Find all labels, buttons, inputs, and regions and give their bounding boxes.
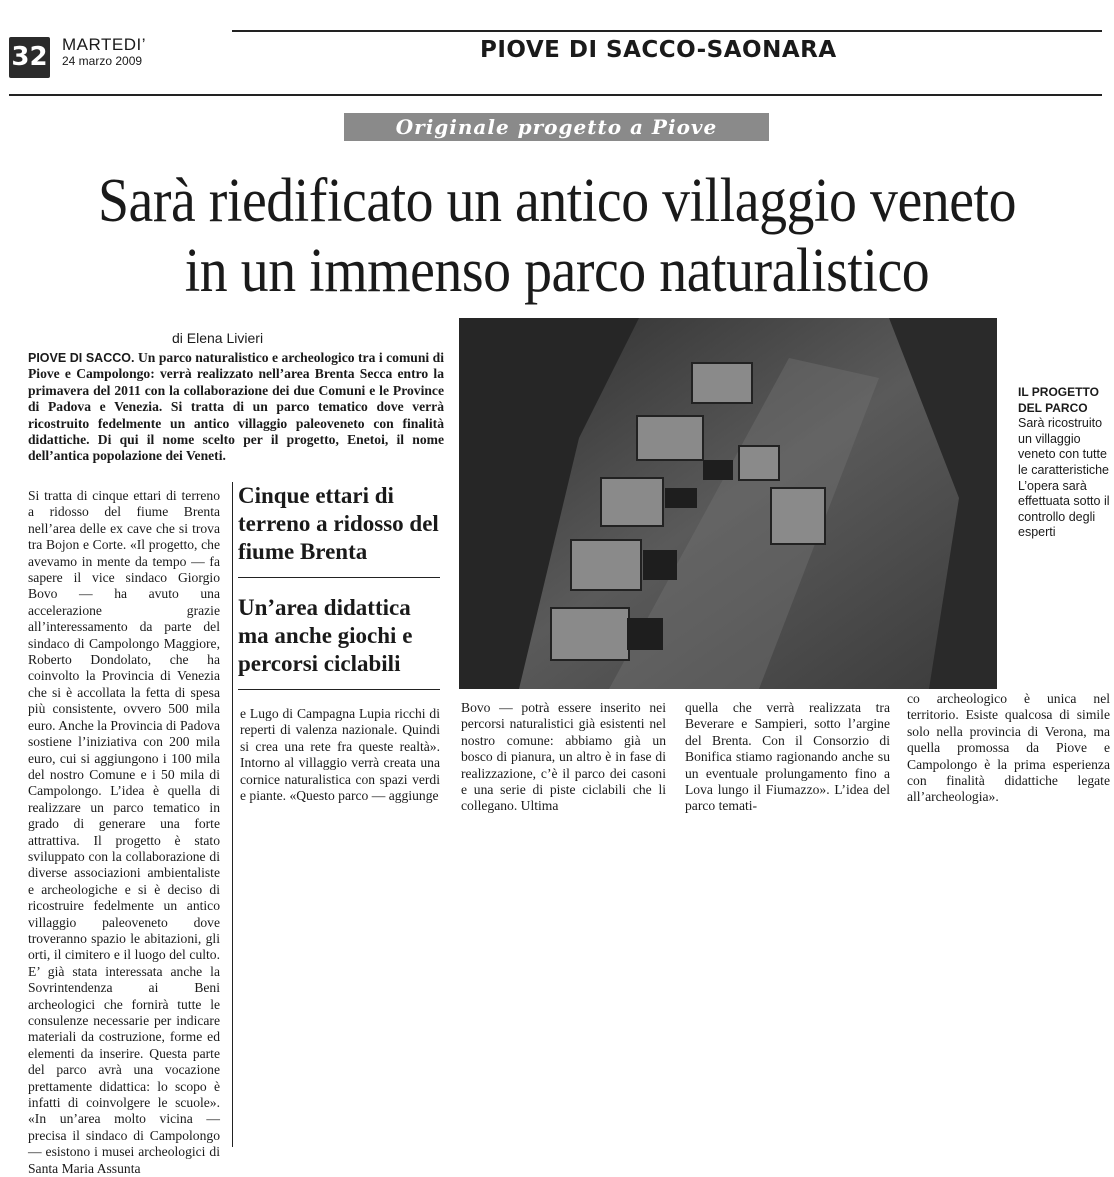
lead-text: Un parco naturalistico e archeologico tra i comuni di Piove e Campolongo: verrà realizzato nell’area Brenta Secca entro la primavera del 2011 con la collaborazione dei due Comuni e le Province di Padova e Venezia. Si tratta di un parco tematico dove verrà ricostruito fedelmente un antico villaggio paleoveneto con finalità didattiche. Di qui il nome scelto per il progetto, Enetoi, il nome dell’antica popolazione dei Veneti. bbox=[28, 350, 444, 464]
village-photo-graphic bbox=[459, 318, 997, 689]
body-column-1: Si tratta di cinque ettari di terreno a ridosso del fiume Brenta nell’area delle ex cave che si trova tra Bojon e Corte. «Il progetto, che avevamo in mente da tempo — fa sapere il vice sindaco Giorgio Bovo — ha avuto una accelerazione grazie all’interessamento da parte del sindaco di Campolongo Maggiore, Roberto Dondolato, che ha coinvolto la Provincia di Venezia che si è accollata la fetta di spesa più consistente, ovvero 500 mila euro. Anche la Provincia di Padova sostiene l’iniziativa con 200 mila euro, cui si aggiungono i 100 mila del nostro Comune e i 50 mila di Campolongo. L’idea è quella di realizzare un parco tematico in grado di generare una forte attrattiva. Il progetto è stato sviluppato con la collaborazione di diverse associazioni ambientaliste e archeologiche e si è deciso di ricostruire fedelmente un antico villaggio paleoveneto dove troveranno spazio le abitazioni, gli orti, il cimitero e il luogo del culto. E’ già stata interessata anche la Sovrintendenza ai Beni archeologici che fornirà tutte le consulenze necessarie per indicare materiali da costruzione, forme ed elementi da inserire. Questa parte del parco avrà una vocazione prettamente didattica: lo scopo è infatti di coinvolgere le scuole». «In un’area molto vicina — precisa il sindaco di Campolongo — esistono i musei archeologici di Santa Maria Assunta bbox=[28, 488, 220, 1176]
section-title: PIOVE DI SACCO-SAONARA bbox=[480, 37, 837, 63]
body-column-3: Bovo — potrà essere inserito nei percorsi naturalistici già esistenti nel nostro comune: abbiamo già un bosco di pianura, un altro è in fase di realizzazione, c’è il parco dei casoni e una serie di piste ciclabili che li collegano. Ultima bbox=[461, 700, 666, 814]
body-column-5: co archeologico è unica nel territorio. Esiste qualcosa di simile solo nella provincia di Verona, ma quella promossa da Piove e Campolongo è la prima esperienza con finalità didattiche legate all’archeologia». bbox=[907, 691, 1110, 805]
lead-paragraph bbox=[28, 350, 444, 465]
subhead-divider-1 bbox=[238, 577, 440, 578]
top-rule bbox=[232, 30, 1102, 32]
photo-caption bbox=[1018, 385, 1113, 541]
publication-day: MARTEDI’ bbox=[62, 35, 146, 54]
subhead-2: Un’area didattica ma anche giochi e percorsi ciclabili bbox=[238, 595, 413, 676]
body-column-4: quella che verrà realizzata tra Beverare e Sampieri, sotto l’argine del Brenta. Con il Consorzio di Bonifica stiamo ragionando anche su un eventuale prolungamento fino a Lova lungo il Fiumazzo». L’idea del parco temati- bbox=[685, 700, 890, 814]
caption-title: IL PROGETTO DEL PARCO bbox=[1018, 385, 1099, 415]
column-divider bbox=[232, 482, 233, 1147]
publication-date: 24 marzo 2009 bbox=[62, 54, 143, 68]
village-photo bbox=[459, 318, 997, 689]
subhead-1: Cinque ettari di terreno a ridosso del fiume Brenta bbox=[238, 483, 439, 564]
caption-text: Sarà ricostruito un villaggio veneto con tutte le caratteristiche L’opera sarà effettuata sotto il controllo degli esperti bbox=[1018, 416, 1110, 540]
lead-dateline: PIOVE DI SACCO. bbox=[28, 351, 135, 365]
headline-line-2: in un immenso parco naturalistico bbox=[184, 237, 930, 305]
byline: di Elena Livieri bbox=[172, 330, 264, 346]
headline-line-1: Sarà riedificato un antico villaggio veneto bbox=[97, 167, 1017, 235]
kicker-banner: Originale progetto a Piove bbox=[344, 113, 769, 141]
header-rule bbox=[9, 94, 1102, 96]
page-number: 32 bbox=[9, 37, 50, 78]
body-column-2: e Lugo di Campagna Lupia ricchi di reperti di valenza nazionale. Quindi si crea una rete fra queste realtà». Intorno al villaggio verrà creata una cornice naturalistica con spazi verdi e piante. «Questo parco — aggiunge bbox=[240, 706, 440, 804]
subhead-divider-2 bbox=[238, 689, 440, 690]
